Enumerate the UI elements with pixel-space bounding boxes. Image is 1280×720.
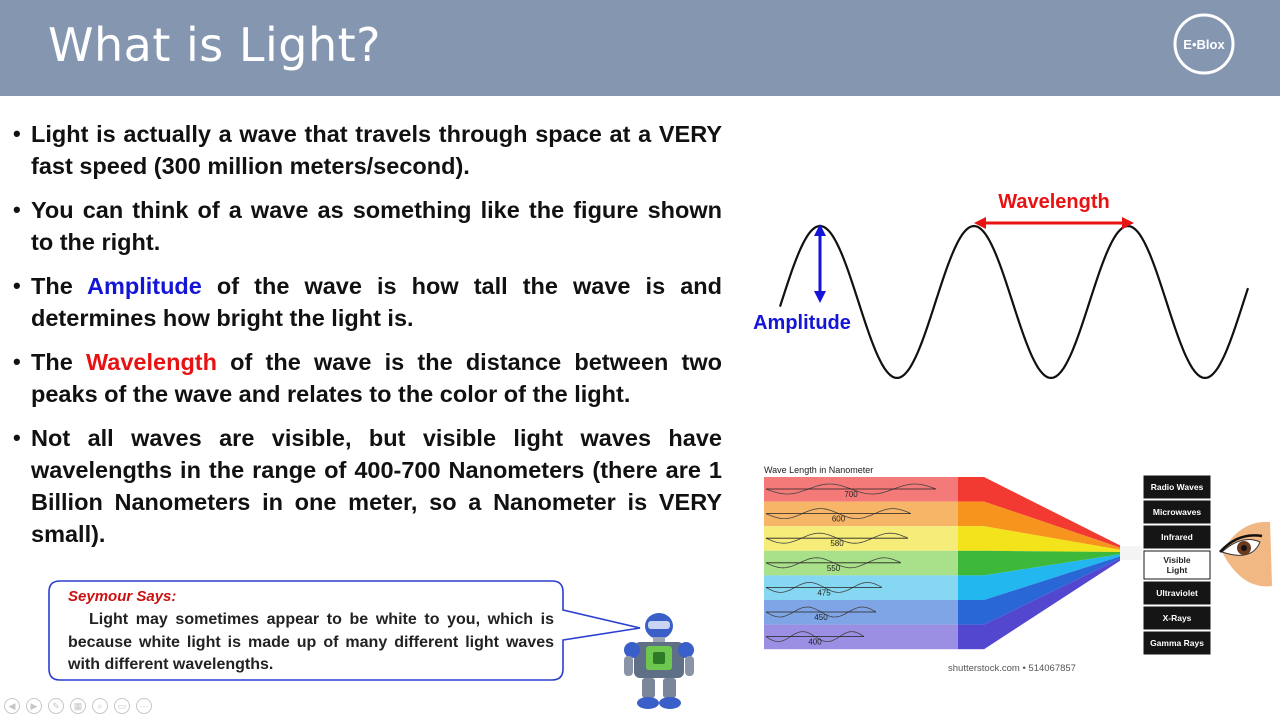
seymour-callout <box>48 580 564 682</box>
callout-text: Light may sometimes appear to be white to you, which is because white light is made up of many different light waves with different wavelengths. <box>68 611 554 673</box>
zoom-icon[interactable]: ⌕ <box>92 698 108 714</box>
wave-type-label: Microwaves <box>1152 507 1202 517</box>
band-bar-450 <box>958 600 984 625</box>
band-label-450: 450 <box>814 613 828 622</box>
bullet-text: The <box>31 273 87 299</box>
wavelength-arrow <box>974 217 1134 229</box>
sine-wave <box>780 226 1248 378</box>
more-icon[interactable]: ⋯ <box>136 698 152 714</box>
bullet-text: The <box>31 349 86 375</box>
bullet-3 <box>10 270 722 334</box>
wavelength-term: Wavelength <box>85 349 217 375</box>
band-bar-700 <box>958 477 984 502</box>
callout-title: Seymour Says: <box>68 588 177 605</box>
bullet-text: of the wave is the distance between two peaks of the wave and relates to the color of the light. <box>31 349 723 407</box>
bullet-text: of the wave is how tall the wave is and determines how bright the light is. <box>31 273 722 331</box>
amplitude-arrow <box>814 224 826 303</box>
wave-type-list <box>1144 476 1210 654</box>
bullet-dot: • <box>13 349 21 374</box>
bullet-5 <box>10 422 722 550</box>
band-label-580: 580 <box>830 539 844 549</box>
wave-type-label: Gamma Rays <box>1150 638 1204 648</box>
band-bar-400 <box>958 625 984 650</box>
wave-type-label: Ultraviolet <box>1156 588 1198 598</box>
prev-icon[interactable]: ◀ <box>4 698 20 714</box>
band-bar-580 <box>958 526 984 551</box>
eblox-logo <box>1172 12 1236 76</box>
band-bar-600 <box>958 502 984 527</box>
slideshow-toolbar <box>4 698 152 714</box>
wave-type-label: Infrared <box>1161 532 1193 542</box>
band-label-600: 600 <box>831 514 846 524</box>
wave-type-label: Visible Light <box>1163 555 1191 575</box>
eye-icon <box>1220 522 1272 586</box>
spectrum-heading: Wave Length in Nanometer <box>764 465 874 475</box>
wave-type-label: Radio Waves <box>1150 482 1204 492</box>
next-icon[interactable]: ▶ <box>26 698 42 714</box>
bullet-dot: • <box>13 121 21 146</box>
slide-title: What is Light? <box>48 18 382 72</box>
spectrum-bands <box>764 477 1142 649</box>
band-bar-475 <box>958 575 984 600</box>
subtitles-icon[interactable]: ▭ <box>114 698 130 714</box>
spectrum-figure <box>760 460 1280 660</box>
bullet-text: Light is actually a wave that travels through space at a VERY fast speed (300 million meters/second). <box>31 121 722 179</box>
wave-figure <box>740 180 1260 390</box>
wavelength-label: Wavelength <box>998 191 1110 213</box>
bullet-4 <box>10 346 722 410</box>
wave-type-label: X-Rays <box>1162 613 1192 623</box>
bullet-text: You can think of a wave as something like the figure shown to the right. <box>31 197 722 255</box>
title-bar <box>0 0 1280 96</box>
band-label-475: 475 <box>817 588 831 598</box>
bullet-text: Not all waves are visible, but visible light waves have wavelengths in the range of 400-700 Nanometers (there are 1 Billion Nanometers in one meter, so a Nanometer is VERY small). <box>31 425 722 547</box>
bullet-2 <box>10 194 722 258</box>
logo-text: E•Blox <box>1183 37 1225 52</box>
bullet-dot: • <box>13 197 21 222</box>
bullet-1 <box>10 118 722 182</box>
pen-icon[interactable]: ✎ <box>48 698 64 714</box>
amplitude-label: Amplitude <box>753 312 851 334</box>
bullet-list <box>10 118 722 562</box>
bullet-dot: • <box>13 425 21 450</box>
band-label-400: 400 <box>808 637 822 647</box>
seymour-robot <box>620 610 702 714</box>
image-credit: shutterstock.com • 514067857 <box>948 663 1076 674</box>
amplitude-term: Amplitude <box>86 273 202 299</box>
visible-beam <box>1120 546 1142 560</box>
slides-icon[interactable]: ▦ <box>70 698 86 714</box>
band-bar-550 <box>958 551 984 576</box>
band-label-550: 550 <box>826 563 841 573</box>
bullet-dot: • <box>13 273 21 298</box>
band-label-700: 700 <box>844 490 858 499</box>
